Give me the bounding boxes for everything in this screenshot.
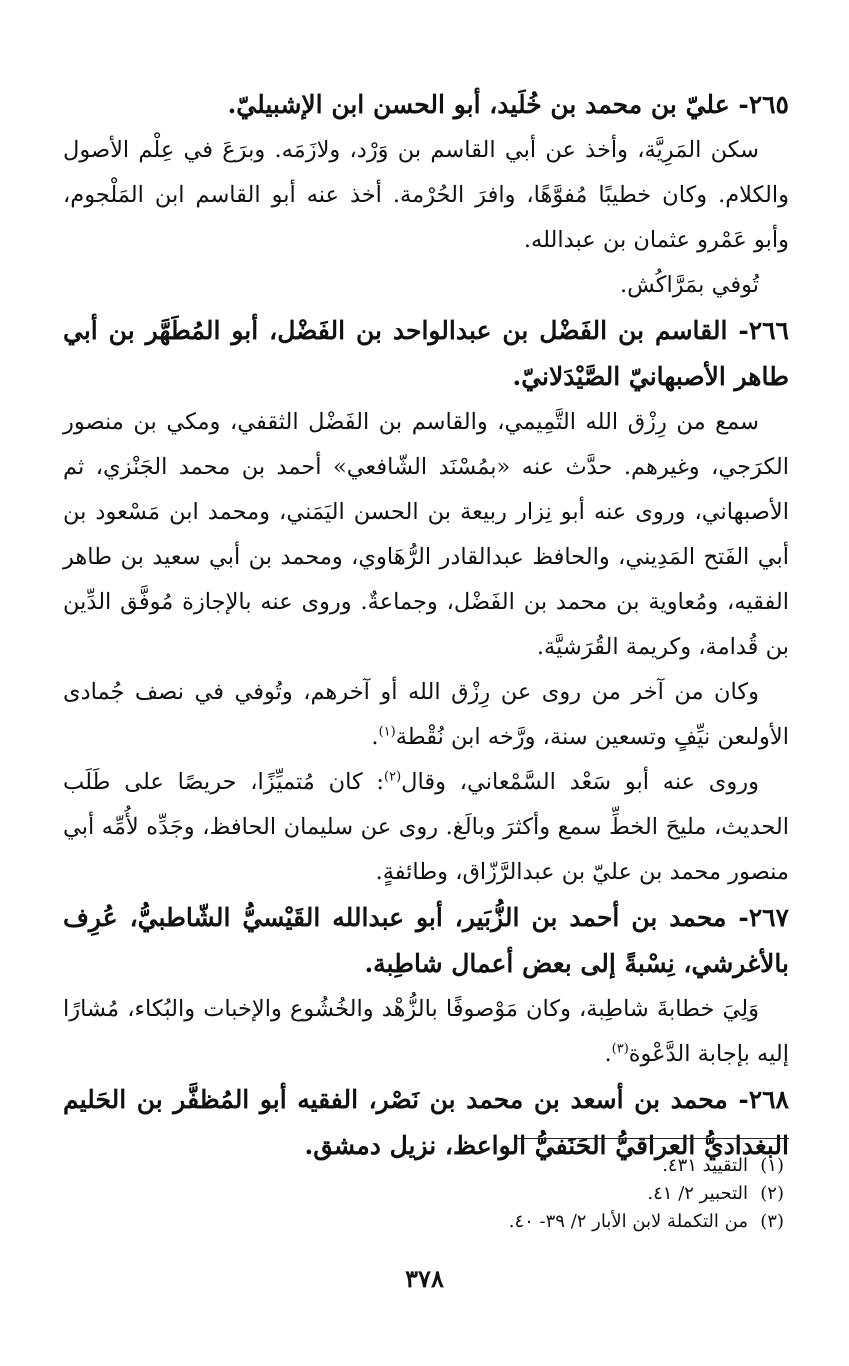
paragraph-text: وروى عنه أبو سَعْد السَّمْعاني، وقال (401, 769, 760, 795)
footnote-text: من التكملة لابن الأبار ٢/ ٣٩- ٤٠. (508, 1211, 748, 1232)
paragraph-text: وَلِيَ خطابةَ شاطِبة، وكان مَوْصوفًا بالزُّهْد والخُشُوع والإخبات والبُكاء، مُشارًا إليه بإجابة الدَّعْوة (63, 996, 789, 1067)
paragraph-text: كان مُتميِّزًا، حريصًا على طَلَب الحديث، مليحَ الخطِّ سمع وأكثرَ وبالَغ. روى عن سليمان الحافظ، وجَدِّه لأُمِّه أبي منصور محمد بن عليّ بن عبدالرَّزّاق، وطائفةٍ. (63, 769, 789, 885)
entry-paragraph: سمع من رِزْق الله التَّمِيمي، والقاسم بن الفَضْل الثقفي، ومكي بن منصور الكرَجي، وغيرهم. حدَّث عنه «بمُسْنَد الشّافعي» أحمد بن محمد الجَنْزي، ثم الأصبهاني، وروى عنه أبو نِزار ربيعة بن الحسن اليَمَني، ومحمد ابن مَسْعود بن أبي الفَتح المَدِيني، والحافظ عبدالقادر الرُّهَاوي، ومحمد بن أبي سعيد بن طاهر الفقيه، ومُعاوية بن محمد بن الفَضْل، وجماعةٌ. وروى عنه بالإجازة مُوفَّق الدِّين بن قُدامة، وكريمة القُرَشيَّة. (63, 409, 789, 660)
paragraph-text: وكان من آخر من روى عن رِزْق الله أو آخرهم، وتُوفي في نصف جُمادى الأولىعن نيِّفٍ وتسعين سنة، ورَّخه ابن نُقْطة (63, 679, 789, 750)
entry-paragraph: وَلِيَ خطابةَ شاطِبة، وكان مَوْصوفًا بالزُّهْد والخُشُوع والإخبات والبُكاء، مُشارًا إليه بإجابة الدَّعْوة$^{(٣)}$. (63, 996, 789, 1067)
footnote-text: التقييد ٤٣١. (662, 1155, 748, 1176)
entry-paragraph: وكان من آخر من روى عن رِزْق الله أو آخرهم، وتُوفي في نصف جُمادى الأولىعن نيِّفٍ وتسعين سنة، ورَّخه ابن نُقْطة$^{(١)}$. (63, 679, 789, 750)
footnote-number: (١) (760, 1155, 784, 1176)
footnote-ref: (١) (378, 724, 396, 740)
footnotes (64, 1152, 784, 1236)
footnote (64, 1180, 784, 1208)
footnote-ref: (٣) (611, 1041, 629, 1057)
page-number: ٣٧٨ (405, 1264, 444, 1293)
footnote-ref: (٢) (384, 769, 402, 785)
footnote-divider (517, 1138, 789, 1139)
entry-paragraph: تُوفي بمَرَّاكُش. (619, 272, 759, 298)
entry-heading-266: ٢٦٦- القاسم بن الفَضْل بن عبدالواحد بن الفَضْل، أبو المُطَهَّر بن أبي طاهر الأصبهانيّ الصَّيْدَلانيّ. (63, 316, 789, 391)
entry-heading-267: ٢٦٧- محمد بن أحمد بن الزُّبَير، أبو عبدالله القَيْسيُّ الشّاطبيُّ، عُرِف بالأغرشي، نِسْبةً إلى بعض أعمال شاطِبة. (63, 903, 789, 978)
main-text (63, 82, 789, 1169)
footnote-text: التحبير ٢/ ٤١. (647, 1183, 748, 1204)
entry-paragraph: سكن المَرِيَّة، وأخذ عن أبي القاسم بن وَرْد، ولازَمَه. وبرَعَ في عِلْم الأصول والكلام. وكان خطيبًا مُفوَّهًا، وافرَ الحُرْمة. أخذ عنه أبو القاسم ابن المَلْجوم، وأبو عَمْرو عثمان بن عبدالله. (63, 137, 789, 253)
entry-heading-268: ٢٦٨- محمد بن أسعد بن محمد بن نَصْر، الفقيه أبو المُظفَّر بن الحَليم البغداديُّ العراقيُّ الحَنَفيُّ الواعظ، نزيل دمشق. (63, 1085, 789, 1160)
footnote-number: (٣) (760, 1211, 784, 1232)
footnote (64, 1152, 784, 1180)
entry-paragraph: وروى عنه أبو سَعْد السَّمْعاني، وقال$^{(٢)}$: كان مُتميِّزًا، حريصًا على طَلَب الحديث، مليحَ الخطِّ سمع وأكثرَ وبالَغ. روى عن سليمان الحافظ، وجَدِّه لأُمِّه أبي منصور محمد بن عليّ بن عبدالرَّزّاق، وطائفةٍ. (63, 769, 789, 885)
footnote (64, 1208, 784, 1236)
entry-heading-265: ٢٦٥- عليّ بن محمد بن خُلَيد، أبو الحسن ابن الإشبيليّ. (227, 90, 789, 119)
footnote-number: (٢) (760, 1183, 784, 1204)
